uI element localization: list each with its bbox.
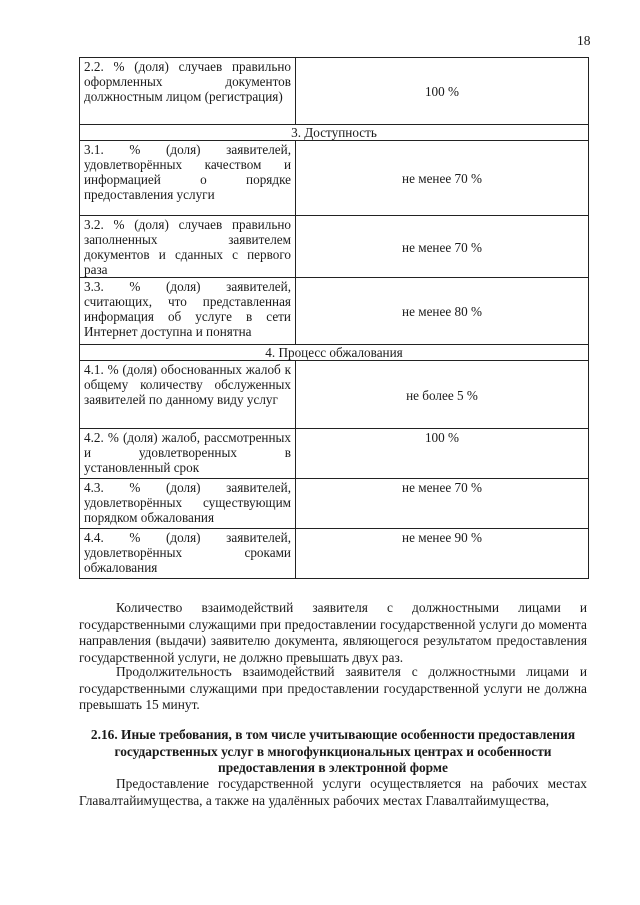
section-title: 3. Доступность xyxy=(80,125,589,141)
interaction-count-paragraph xyxy=(79,600,587,666)
table-row xyxy=(80,278,589,345)
section-title: 4. Процесс обжалования xyxy=(80,345,589,361)
table-row xyxy=(80,479,589,529)
table-row xyxy=(80,141,589,216)
criterion-name: 3.3. % (доля) заявителей, считающих, что представленная информация об услуге в сети Интернет доступна и понятна xyxy=(80,278,296,345)
criterion-name: 2.2. % (доля) случаев правильно оформленных документов должностным лицом (регистрация) xyxy=(80,58,296,125)
table-row xyxy=(80,58,589,125)
criterion-value: не более 5 % xyxy=(296,361,589,429)
criterion-value: не менее 90 % xyxy=(296,529,589,579)
criterion-name: 4.2. % (доля) жалоб, рассмотренных и удовлетворенных в установленный срок xyxy=(80,429,296,479)
criterion-value: не менее 70 % xyxy=(296,141,589,216)
paragraph-text: Количество взаимодействий заявителя с должностными лицами и государственными служащими при предоставлении государственной услуги до момента направления (выдачи) заявителю документа, являющегося результатом предоставления государственной услуги, не должно превышать двух раз. xyxy=(79,600,587,665)
interaction-duration-paragraph xyxy=(79,664,587,714)
criterion-name: 4.1. % (доля) обоснованных жалоб к общему количеству обслуженных заявителей по данному виду услуг xyxy=(80,361,296,429)
table-row xyxy=(80,216,589,278)
criterion-name: 3.2. % (доля) случаев правильно заполненных заявителем документов и сданных с первого раза xyxy=(80,216,296,278)
section-row xyxy=(80,345,589,361)
criterion-value: не менее 70 % xyxy=(296,479,589,529)
quality-criteria-table xyxy=(79,57,589,579)
criterion-value: не менее 70 % xyxy=(296,216,589,278)
criterion-value: не менее 80 % xyxy=(296,278,589,345)
table-row xyxy=(80,429,589,479)
service-location-paragraph xyxy=(79,776,587,809)
section-heading: 2.16. Иные требования, в том числе учитывающие особенности предоставления государственных услуг в многофункциональных центрах и особенности предоставления в электронной форме xyxy=(90,727,576,775)
page-number: 18 xyxy=(577,33,591,48)
section-row xyxy=(80,125,589,141)
criterion-value: 100 % xyxy=(296,58,589,125)
criterion-name: 4.4. % (доля) заявителей, удовлетворённых сроками обжалования xyxy=(80,529,296,579)
paragraph-text: Предоставление государственной услуги осуществляется на рабочих местах Главалтайимущества, а также на удалённых рабочих местах Главалтайимущества, xyxy=(79,776,587,808)
table-row xyxy=(80,529,589,579)
table-row xyxy=(80,361,589,429)
criterion-value: 100 % xyxy=(296,429,589,479)
criterion-name: 3.1. % (доля) заявителей, удовлетворённых качеством и информацией о порядке предоставления услуги xyxy=(80,141,296,216)
paragraph-text: Продолжительность взаимодействий заявителя с должностными лицами и государственными служащими при предоставлении государственной услуги не должна превышать 15 минут. xyxy=(79,664,587,712)
criterion-name: 4.3. % (доля) заявителей, удовлетворённых существующим порядком обжалования xyxy=(80,479,296,529)
